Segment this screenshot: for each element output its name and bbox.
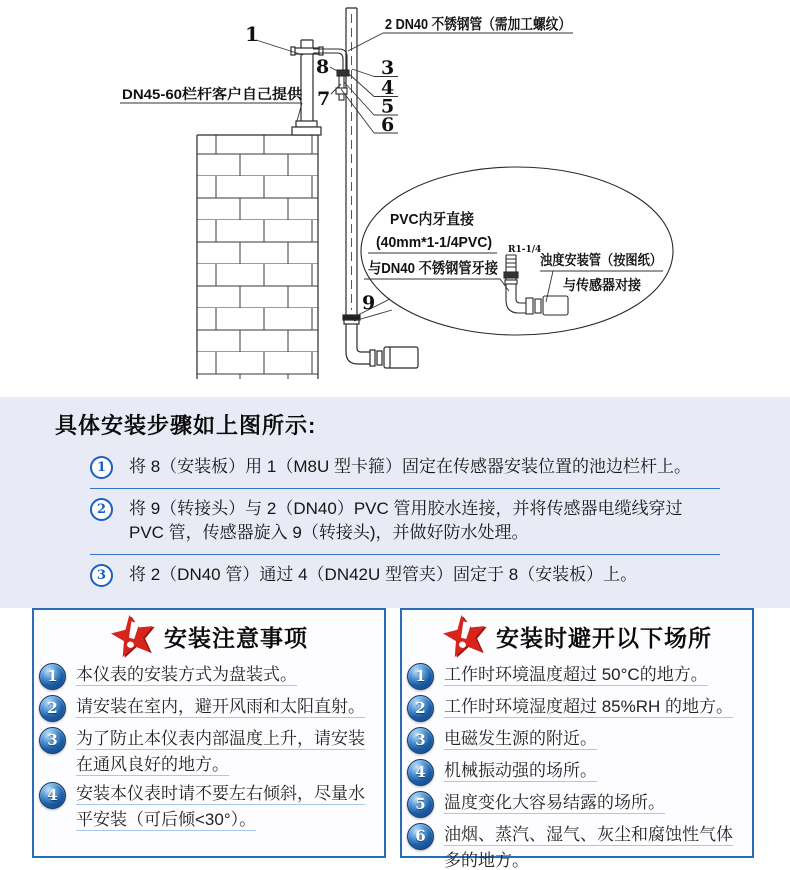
installation-notice-box — [32, 608, 386, 858]
step-text: 将 9（转接头）与 2（DN40）PVC 管用胶水连接，并将传感器电缆线穿过 PVC 管，传感器旋入 9（转接头)，并做好防水处理。 — [129, 499, 683, 543]
label-pvc-line2: (40mm*1-1/4PVC) — [376, 234, 493, 251]
notice-item-3 — [39, 726, 376, 777]
label-pvc-line3: 与DN40 不锈钢管牙接 — [368, 260, 516, 277]
bottom-elbow-sensor — [346, 324, 418, 368]
item-number-ball: 3 — [407, 727, 434, 754]
step-row-3 — [90, 555, 720, 596]
item-number-ball: 1 — [39, 663, 66, 690]
item-number-ball: 4 — [39, 782, 66, 809]
installation-steps-section — [0, 397, 790, 608]
step-number-badge: 1 — [90, 456, 113, 479]
callout-6: 6 — [381, 114, 395, 136]
step-number-badge: 2 — [90, 498, 113, 521]
avoid-item-text: 工作时环境湿度超过 85%RH 的地方。 — [444, 697, 734, 716]
step-number-badge: 3 — [90, 564, 113, 587]
avoid-item-text: 温度变化大容易结露的场所。 — [444, 793, 665, 812]
step-text: 将 2（DN40 管）通过 4（DN42U 型管夹）固定于 8（安装板）上。 — [129, 565, 638, 585]
avoid-locations-box — [400, 608, 754, 870]
item-number-ball: 5 — [407, 791, 434, 818]
steps-list — [90, 447, 720, 597]
notice-box-title: 安装注意事项 — [164, 624, 308, 651]
item-number-ball: 3 — [39, 727, 66, 754]
label-thread-size: R1-1/4 — [508, 245, 542, 255]
avoid-item-3 — [407, 726, 744, 754]
avoid-item-text: 机械振动强的场所。 — [444, 761, 597, 780]
avoid-item-6 — [407, 822, 744, 870]
notice-item-text: 请安装在室内，避开风雨和太阳直射。 — [76, 697, 365, 716]
notice-item-1 — [39, 662, 376, 690]
notice-box-items — [34, 660, 384, 832]
warning-star-icon — [442, 613, 488, 659]
notice-item-text: 本仪表的安装方式为盘装式。 — [76, 665, 297, 684]
callout-8: 8 — [316, 56, 330, 78]
notice-item-text: 安装本仪表时请不要左右倾斜，尽量水平安装（可后倾<30°）。 — [76, 784, 365, 829]
avoid-box-title: 安装时避开以下场所 — [496, 624, 712, 651]
avoid-item-text: 电磁发生源的附近。 — [444, 729, 597, 748]
item-number-ball: 1 — [407, 663, 434, 690]
step-row-2 — [90, 489, 720, 555]
item-number-ball: 2 — [39, 695, 66, 722]
callout-4: 4 — [381, 77, 395, 99]
avoid-box-items — [402, 660, 752, 870]
warning-star-icon — [110, 613, 156, 659]
notice-box-header — [34, 612, 384, 660]
notice-item-text: 为了防止本仪表内部温度上升，请安装在通风良好的地方。 — [76, 729, 365, 774]
avoid-item-1 — [407, 662, 744, 690]
callout-3: 3 — [381, 57, 395, 79]
label-railing: DN45-60栏杆客户自己提供 — [122, 86, 304, 102]
label-dn40-pipe: 2 DN40 不锈钢管（需加工螺纹） — [385, 16, 606, 33]
avoid-item-4 — [407, 758, 744, 786]
avoid-item-5 — [407, 790, 744, 818]
item-number-ball: 6 — [407, 823, 434, 850]
step-row-1 — [90, 447, 720, 489]
technical-drawing — [0, 0, 790, 397]
installation-diagram — [0, 0, 790, 397]
callout-5: 5 — [381, 95, 395, 118]
step-text: 将 8（安装板）用 1（M8U 型卡箍）固定在传感器安装位置的池边栏杆上。 — [129, 457, 691, 476]
avoid-item-2 — [407, 694, 744, 722]
label-turbidity-line1: 浊度安装管（按图纸） — [540, 252, 662, 268]
avoid-item-text: 工作时环境温度超过 50°C的地方。 — [444, 665, 708, 684]
dn40-pipe — [343, 8, 360, 324]
avoid-box-header — [402, 612, 752, 660]
item-number-ball: 4 — [407, 759, 434, 786]
brick-wall — [197, 135, 318, 379]
notice-item-4 — [39, 781, 376, 832]
callout-9: 9 — [362, 292, 376, 314]
label-turbidity-line2: 与传感器对接 — [563, 277, 642, 293]
label-pvc-line1: PVC内牙直接 — [390, 211, 481, 228]
avoid-item-text: 油烟、蒸汽、湿气、灰尘和腐蚀性气体多的地方。 — [444, 825, 733, 870]
callout-1: 1 — [245, 22, 259, 46]
callout-7: 7 — [317, 88, 331, 110]
item-number-ball: 2 — [407, 695, 434, 722]
steps-title: 具体安装步骤如上图所示: — [55, 413, 317, 438]
notice-item-2 — [39, 694, 376, 722]
